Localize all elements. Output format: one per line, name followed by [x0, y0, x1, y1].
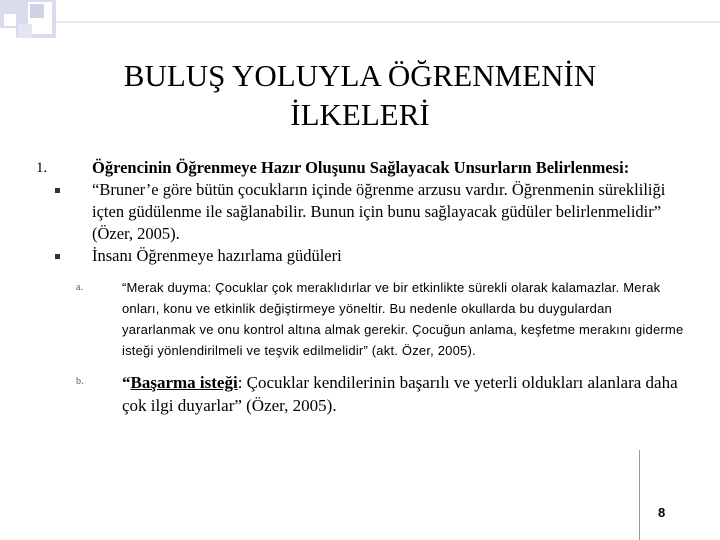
sub-item-b-body: : Çocuklar kendilerinin başarılı ve yeterli oldukları alanlara daha çok ilgi duyarlar” (Özer, 2005). — [122, 373, 678, 415]
sub-item-b — [76, 371, 686, 417]
square-bullet-icon — [36, 179, 92, 193]
list-marker-number: 1. — [36, 160, 48, 176]
square-bullet-icon — [36, 245, 92, 259]
sub-item-a-text — [122, 277, 686, 361]
list-item-2-text: “Bruner’e göre bütün çocukların içinde öğrenme arzusu vardır. Öğrenmenin sürekliliği içten güdülenme ile sağlanabilir. Bunun için bunu sağlayacak güdüler belirlenmelidir” (Özer, 2005). — [92, 180, 666, 243]
title-line-1: BULUŞ YOLUYLA ÖĞRENMENİN — [123, 58, 597, 93]
sub-item-b-text — [122, 371, 686, 417]
list-item-3-text: İnsanı Öğrenmeye hazırlama güdüleri — [92, 246, 342, 265]
sub-item-a-body: : Çocuklar çok meraklıdırlar ve bir etkinlikte sürekli olarak kalamazlar. Merak onları, konu ve etkinlik değiştirmeye yöneltir. Bu nedenle okullarda bu duygulardan yararlanmak ve onu kontrol altına almak gerekir. Çocuğun anlama, keşfetme merakını giderme isteği yönlendirilmeli ve teşvik edilmelidir” (akt. Özer, 2005). — [122, 280, 684, 358]
sub-marker-b: b. — [76, 376, 84, 387]
sub-item-a — [76, 277, 686, 361]
page-number: 8 — [658, 505, 666, 520]
sub-item-b-prefix: “ — [122, 373, 131, 392]
list-item-2 — [36, 179, 686, 245]
sub-item-b-lead: Başarma isteği — [130, 373, 238, 392]
slide-title — [0, 56, 720, 134]
slide-content — [36, 157, 686, 417]
sub-marker-a: a. — [76, 282, 83, 293]
sub-item-a-lead: “Merak duyma — [122, 280, 208, 295]
list-item-3 — [36, 245, 686, 267]
header-decoration — [0, 0, 720, 60]
page-divider — [639, 450, 640, 540]
list-item-1 — [36, 157, 686, 179]
title-line-2: İLKELERİ — [290, 97, 430, 132]
list-item-1-text: Öğrencinin Öğrenmeye Hazır Oluşunu Sağlayacak Unsurların Belirlenmesi: — [92, 158, 630, 177]
